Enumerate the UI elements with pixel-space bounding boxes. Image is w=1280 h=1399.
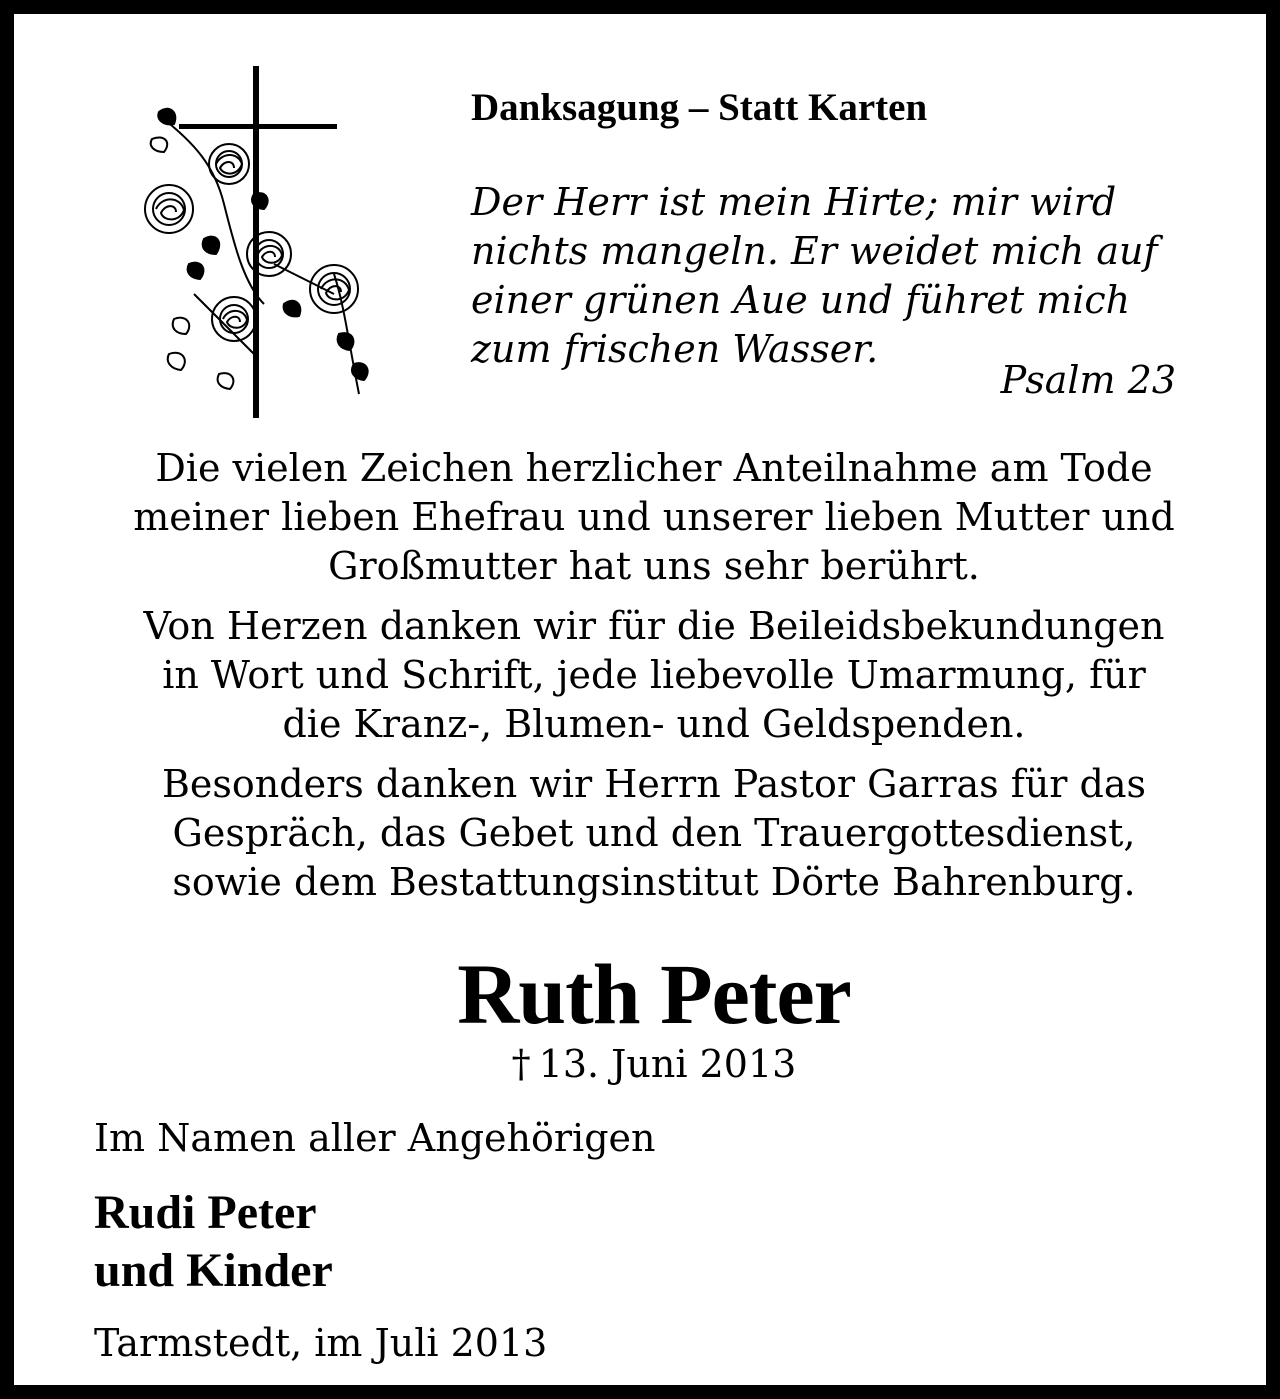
death-date: 13. Juni 2013 — [538, 1042, 797, 1086]
signers — [94, 1184, 333, 1300]
text-line: Gespräch, das Gebet und den Trauergottesdienst, — [172, 811, 1136, 855]
verse-line: zum frischen Wasser. — [471, 327, 879, 371]
paragraph-special-thanks — [54, 760, 1254, 907]
text-line: Die vielen Zeichen herzlicher Anteilnahme am Tode — [155, 446, 1153, 490]
verse-line: einer grünen Aue und führet mich — [471, 278, 1131, 322]
deceased-name: Ruth Peter — [457, 946, 851, 1042]
paragraph-condolences — [54, 444, 1254, 591]
text-line: in Wort und Schrift, jede liebevolle Umarmung, für — [162, 653, 1146, 697]
dagger-icon: † — [511, 1042, 531, 1086]
text-line: sowie dem Bestattungsinstitut Dörte Bahrenburg. — [172, 860, 1136, 904]
thank-you-text — [54, 444, 1254, 918]
place-and-date: Tarmstedt, im Juli 2013 — [94, 1321, 548, 1365]
verse-line: Der Herr ist mein Hirte; mir wird — [471, 180, 1117, 224]
text-line: Von Herzen danken wir für die Beileidsbekundungen — [143, 604, 1165, 648]
text-line: die Kranz-, Blumen- und Geldspenden. — [282, 702, 1026, 746]
verse-line: nichts mangeln. Er weidet mich auf — [471, 229, 1158, 273]
death-date-line — [14, 1038, 1280, 1090]
paragraph-thanks — [54, 602, 1254, 749]
signer-line: Rudi Peter — [94, 1186, 317, 1239]
signer-line: und Kinder — [94, 1244, 333, 1297]
text-line: Großmutter hat uns sehr berührt. — [328, 544, 980, 588]
psalm-verse — [471, 178, 1231, 374]
text-line: meiner lieben Ehefrau und unserer lieben Mutter und — [133, 495, 1175, 539]
closing-phrase: Im Namen aller Angehörigen — [94, 1116, 656, 1160]
cross-with-roses-icon — [134, 64, 384, 424]
text-line: Besonders danken wir Herrn Pastor Garras für das — [161, 762, 1147, 806]
notice-heading: Danksagung – Statt Karten — [471, 86, 928, 129]
verse-reference: Psalm 23 — [1000, 358, 1176, 402]
